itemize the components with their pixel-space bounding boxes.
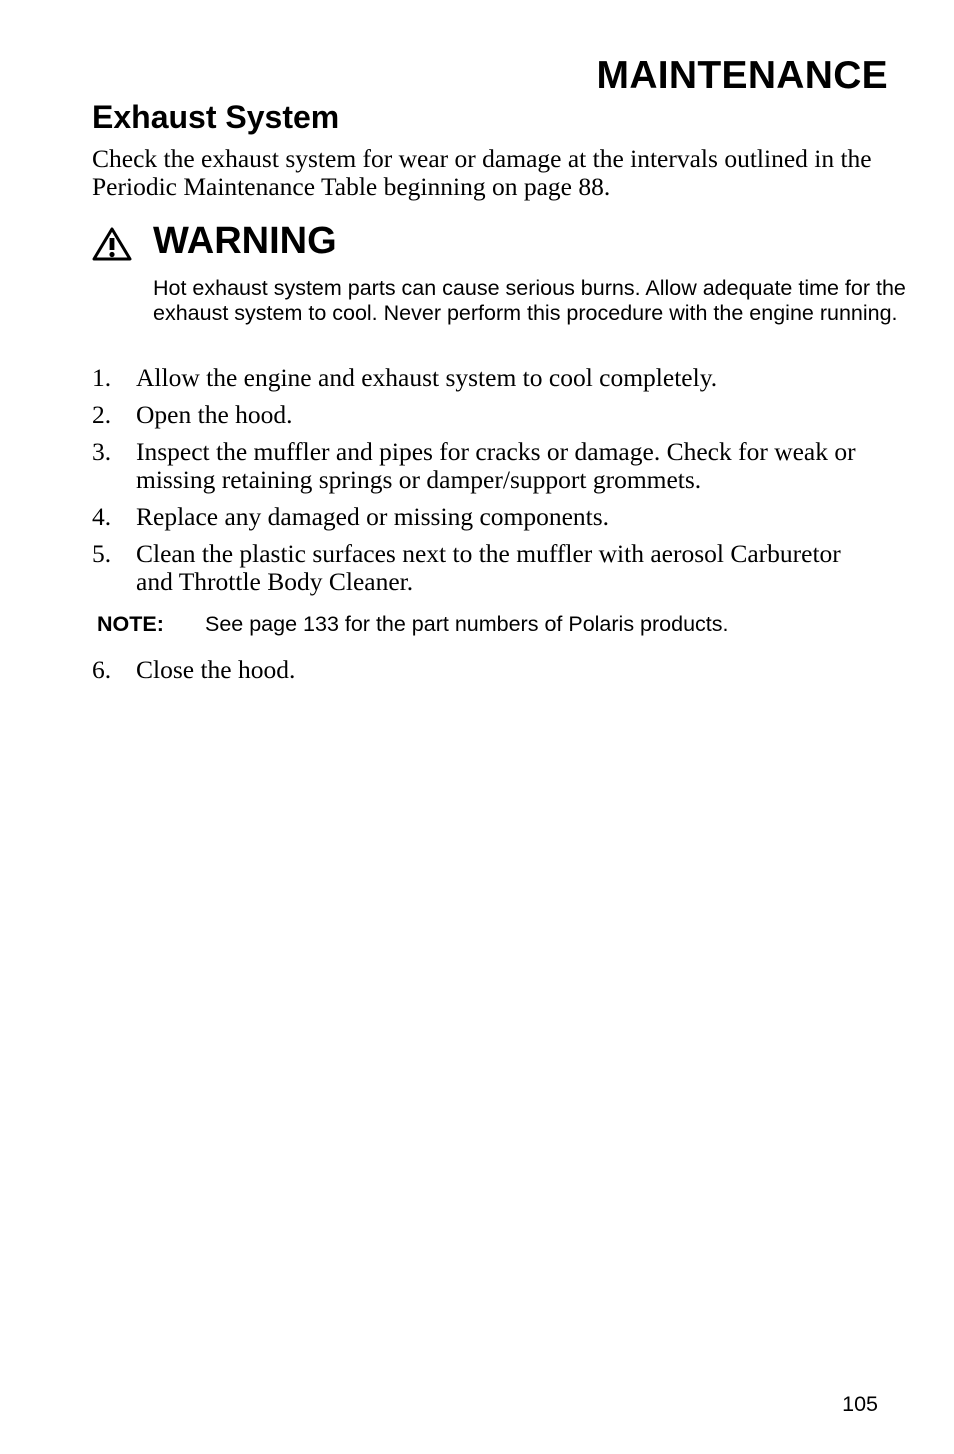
list-item [92,401,872,429]
step-text: Open the hood. [136,400,293,429]
step-text: Replace any damaged or missing components. [136,502,610,531]
step-text: Clean the plastic surfaces next to the muffler with aerosol Carburetor and Throttle Body Cleaner. [136,539,841,596]
warning-title: WARNING [153,220,337,262]
warning-text: Hot exhaust system parts can cause serious burns. Allow adequate time for the exhaust system to cool. Never perform this procedure with the engine running. [153,276,906,325]
step-number: 1. [92,363,112,392]
step-text: Inspect the muffler and pipes for cracks or damage. Check for weak or missing retaining springs or damper/support grommets. [136,437,856,494]
step-list-continued [92,656,872,693]
note-label: NOTE: [97,612,164,636]
list-item [92,364,872,392]
list-item [92,540,872,596]
step-number: 6. [92,655,112,684]
step-number: 4. [92,502,112,531]
page-number: 105 [842,1392,878,1416]
warning-triangle-icon [92,227,132,261]
list-item [92,656,872,684]
intro-paragraph: Check the exhaust system for wear or damage at the intervals outlined in the Periodic Maintenance Table beginning on page 88. [92,144,872,201]
page-header: MAINTENANCE [596,54,888,97]
list-item [92,438,872,494]
note-text: See page 133 for the part numbers of Polaris products. [205,612,729,636]
step-number: 2. [92,400,112,429]
note [97,611,728,637]
step-text: Close the hood. [136,655,296,684]
step-number: 5. [92,539,112,568]
step-number: 3. [92,437,112,466]
section-title: Exhaust System [92,99,340,135]
step-text: Allow the engine and exhaust system to cool completely. [136,363,718,392]
step-list [92,364,872,605]
list-item [92,503,872,531]
